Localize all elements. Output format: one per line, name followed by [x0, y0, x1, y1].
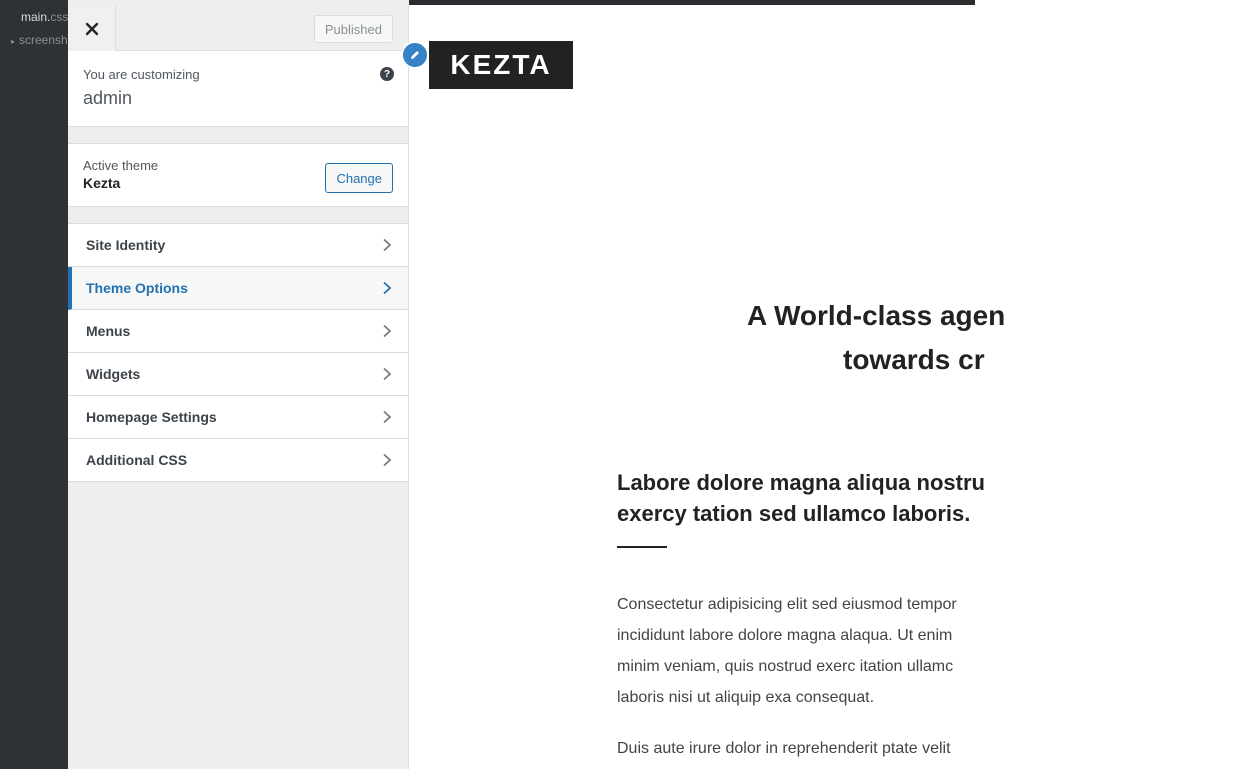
paragraph-line: minim veniam, quis nostrud exerc itation ullamc: [617, 658, 954, 675]
help-icon[interactable]: ?: [380, 67, 394, 81]
expand-arrow-icon: ▸: [11, 37, 16, 46]
sub-line-2: exercy tation sed ullamco laboris.: [617, 501, 971, 526]
menu-item-label: Homepage Settings: [86, 409, 217, 425]
chevron-right-icon: [380, 410, 394, 424]
menu-item-label: Additional CSS: [86, 452, 188, 468]
file-ext: css: [50, 10, 69, 24]
chevron-right-icon: [380, 453, 394, 467]
file-name: screensh: [19, 33, 68, 47]
customizer-header: [68, 0, 408, 51]
published-button[interactable]: Published: [314, 15, 393, 43]
paragraph-line: laboris nisi ut aliquip exa consequat.: [617, 689, 875, 706]
chevron-right-icon: [380, 281, 394, 295]
menu-item-menus[interactable]: [68, 310, 408, 353]
hero-line-1: A World-class agen: [747, 300, 1006, 331]
customizing-label: You are customizing: [83, 67, 200, 82]
menu-item-homepage-settings[interactable]: [68, 396, 408, 439]
header-strip: [68, 0, 409, 6]
menu-item-site-identity[interactable]: [68, 224, 408, 267]
file-name: main.: [21, 10, 51, 24]
active-theme-panel: [68, 143, 408, 207]
sub-heading: [617, 467, 1117, 529]
close-button[interactable]: [68, 6, 116, 51]
section-spacer: [68, 207, 408, 223]
paragraph-line: incididunt labore dolore magna alaqua. Ut enim: [617, 627, 953, 644]
customizing-info: [68, 51, 408, 127]
customizing-user: admin: [83, 88, 133, 108]
menu-item-theme-options[interactable]: [68, 267, 408, 310]
chevron-right-icon: [380, 367, 394, 381]
sub-line-1: Labore dolore magna aliqua nostru: [617, 470, 985, 495]
section-spacer: [68, 127, 408, 143]
menu-item-additional-css[interactable]: [68, 439, 408, 482]
site-preview: [409, 0, 1006, 769]
preview-topline: [409, 0, 975, 5]
menu-item-widgets[interactable]: [68, 353, 408, 396]
site-logo[interactable]: KEZTA: [429, 41, 573, 89]
paragraph-line: Consectetur adipisicing elit sed eiusmod tempor: [617, 596, 957, 613]
chevron-right-icon: [380, 324, 394, 338]
editor-background: [0, 0, 68, 769]
menu-item-label: Widgets: [86, 366, 141, 382]
pencil-icon: [409, 49, 421, 61]
file-screenshot[interactable]: [11, 33, 68, 47]
chevron-right-icon: [380, 238, 394, 252]
heading-divider: [617, 546, 667, 548]
customizer-sidebar: [68, 0, 409, 769]
menu-item-label: Theme Options: [86, 280, 188, 296]
hero-heading: [747, 294, 1247, 382]
change-theme-button[interactable]: Change: [325, 163, 393, 193]
menu-item-label: Site Identity: [86, 237, 166, 253]
menu-item-label: Menus: [86, 323, 131, 339]
close-icon: [86, 23, 98, 35]
customizer-menu: [68, 223, 408, 482]
edit-shortcut-button[interactable]: [401, 41, 429, 69]
active-theme-label: Active theme: [83, 158, 159, 173]
file-main-css[interactable]: [21, 10, 68, 24]
body-paragraph-2: Duis aute irure dolor in reprehenderit ptate velit: [617, 740, 951, 757]
active-theme-name: Kezta: [83, 175, 121, 191]
hero-line-2: towards cr: [843, 344, 985, 375]
body-paragraph: [617, 589, 1117, 713]
